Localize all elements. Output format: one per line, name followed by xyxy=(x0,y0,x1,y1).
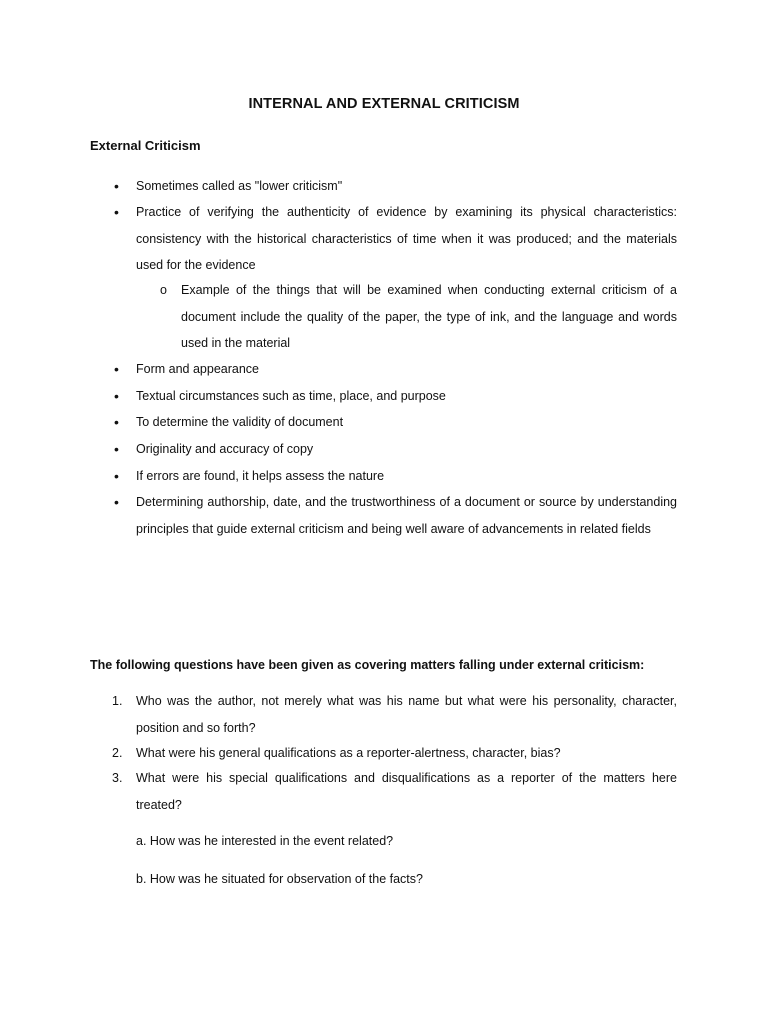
question-item: What were his special qualifications and disqualifications as a reporter of the matters here treated? xyxy=(136,771,677,812)
bullet-item: Sometimes called as "lower criticism" xyxy=(136,179,343,193)
bullet-marker: • xyxy=(114,441,119,457)
bullet-marker: • xyxy=(114,178,119,194)
bullet-item: Practice of verifying the authenticity of evidence by examining its physical characteristics: consistency with the historical characteristics of time when it was produced; and the materials used for the evidence xyxy=(136,205,677,272)
bullet-marker: • xyxy=(114,468,119,484)
bullet-marker: • xyxy=(114,388,119,404)
question-number: 3. xyxy=(112,771,123,785)
bullet-item: To determine the validity of document xyxy=(136,415,344,429)
bullet-marker: • xyxy=(114,414,119,430)
sub-bullet-item: Example of the things that will be examined when conducting external criticism of a document include the quality of the paper, the type of ink, and the language and words used in the material xyxy=(181,283,677,350)
question-item: Who was the author, not merely what was his name but what were his personality, character, position and so forth? xyxy=(136,694,677,735)
bullet-marker: • xyxy=(114,494,119,510)
question-number: 1. xyxy=(112,694,123,708)
question-number: 2. xyxy=(112,746,123,760)
sub-question: b. How was he situated for observation of the facts? xyxy=(136,872,423,886)
question-item: What were his general qualifications as a reporter-alertness, character, bias? xyxy=(136,746,561,760)
document-title: INTERNAL AND EXTERNAL CRITICISM xyxy=(248,96,520,112)
bullet-item: Textual circumstances such as time, place, and purpose xyxy=(136,389,446,403)
bullet-marker: • xyxy=(114,361,119,377)
bullet-item: If errors are found, it helps assess the nature xyxy=(136,469,385,483)
bullet-item: Determining authorship, date, and the trustworthiness of a document or source by understanding principles that guide external criticism and being well aware of advancements in related fields xyxy=(136,495,677,536)
bullet-item: Originality and accuracy of copy xyxy=(136,442,314,456)
bullet-item: Form and appearance xyxy=(136,362,259,376)
sub-bullet-marker: o xyxy=(160,283,167,297)
questions-intro: The following questions have been given as covering matters falling under external criticism: xyxy=(90,658,645,672)
sub-question: a. How was he interested in the event related? xyxy=(136,834,394,848)
bullet-marker: • xyxy=(114,204,119,220)
section-heading-external-criticism: External Criticism xyxy=(90,138,201,153)
